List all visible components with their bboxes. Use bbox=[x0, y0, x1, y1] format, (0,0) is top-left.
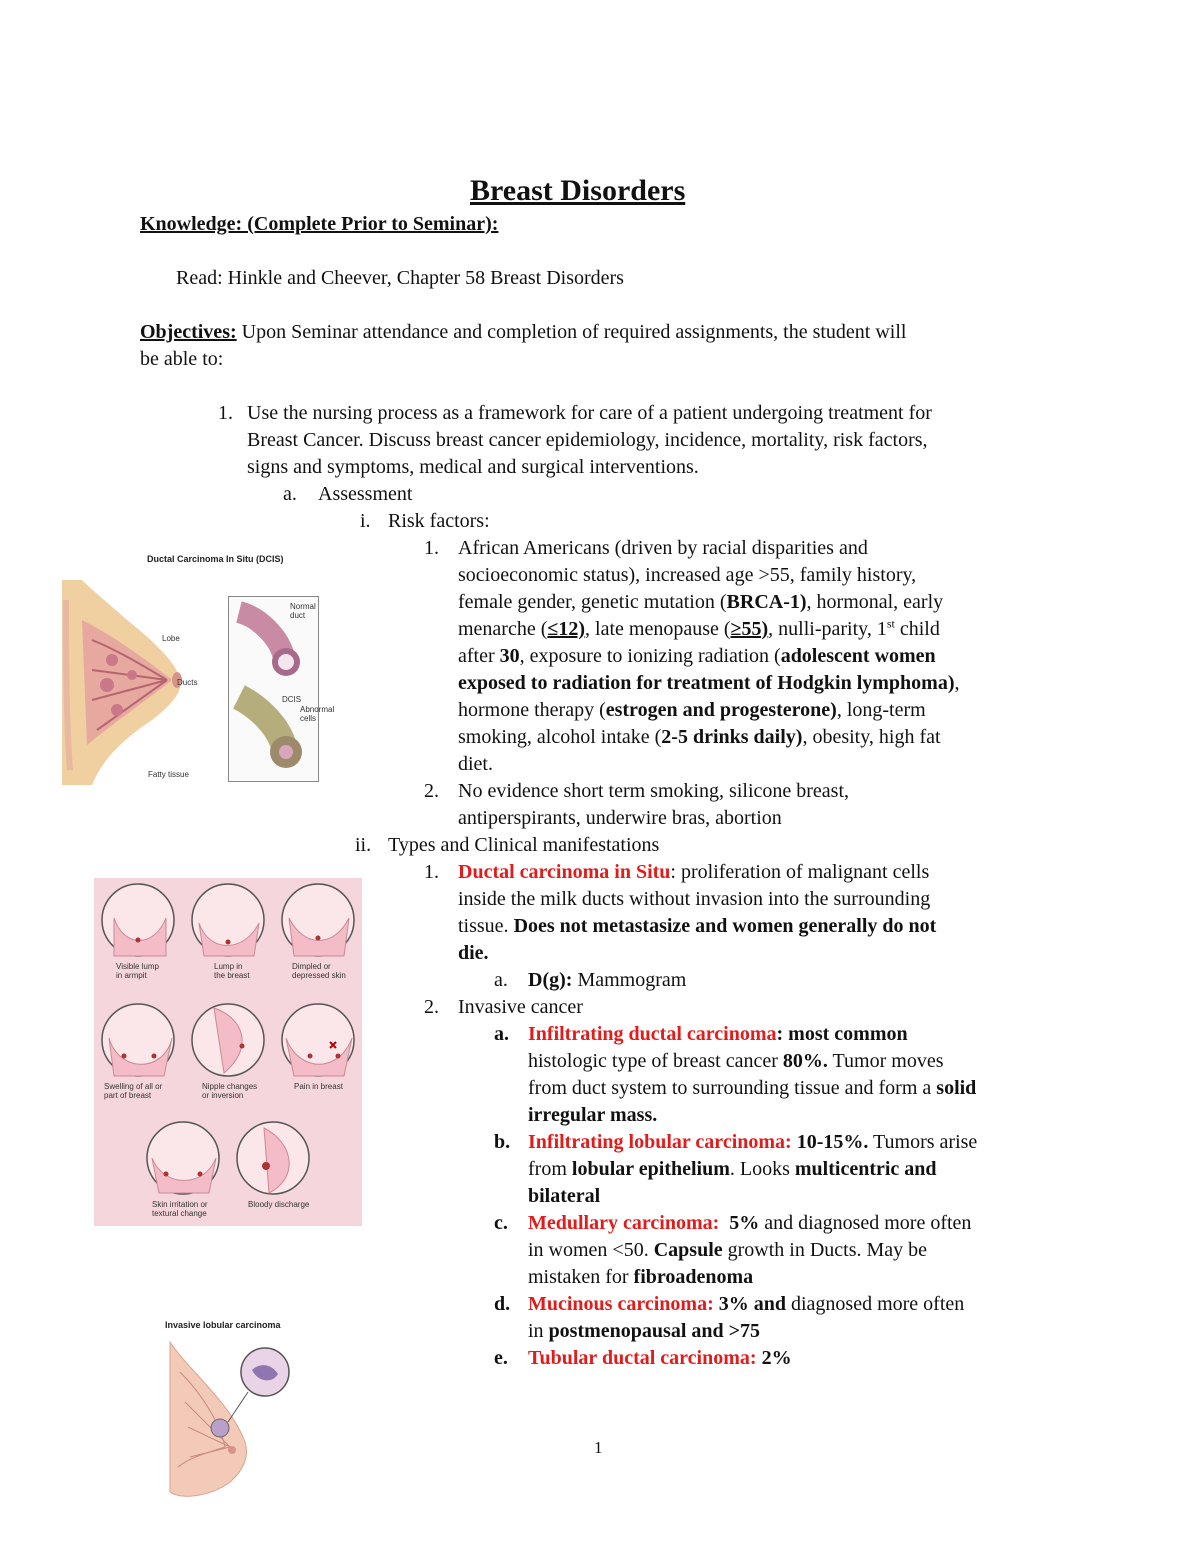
dcis-line-2: inside the milk ducts without invasion into the surrounding bbox=[458, 888, 931, 910]
label-dcis: DCIS bbox=[282, 695, 302, 704]
text-span: 2-5 drinks daily) bbox=[661, 726, 803, 748]
list-marker: 1. bbox=[424, 537, 439, 559]
list-marker: 2. bbox=[424, 780, 439, 802]
caption-nipple-changes: Nipple changes or inversion bbox=[202, 1082, 258, 1100]
assessment-label: Assessment bbox=[318, 483, 413, 505]
text-span: Capsule bbox=[653, 1239, 723, 1261]
idc-line-2 bbox=[528, 1048, 944, 1075]
idc-line-4: irregular mass. bbox=[528, 1104, 658, 1126]
risk2-line-1: No evidence short term smoking, silicone breast, bbox=[458, 780, 850, 802]
text-span: solid bbox=[936, 1077, 977, 1099]
label-ducts: Ducts bbox=[177, 678, 198, 687]
duct-inset-image bbox=[229, 597, 335, 781]
ilc-image bbox=[150, 1332, 300, 1500]
mucinous-line-1 bbox=[528, 1291, 964, 1318]
mucinous-line-2 bbox=[528, 1318, 760, 1345]
objectives-label: Objectives: bbox=[140, 321, 237, 343]
tubular-line-1 bbox=[528, 1345, 792, 1372]
medullary-line-3 bbox=[528, 1264, 753, 1291]
medullary-line-1 bbox=[528, 1210, 971, 1237]
text-span: child bbox=[894, 618, 940, 640]
risk-line-7 bbox=[458, 697, 926, 724]
text-span: Mucinous carcinoma: bbox=[528, 1293, 714, 1315]
dcis-diagnosis bbox=[528, 967, 686, 994]
label-lobe: Lobe bbox=[162, 634, 180, 643]
risk-line-2: socioeconomic status), increased age >55, family history, bbox=[458, 564, 917, 586]
text-span: BRCA-1) bbox=[726, 591, 807, 613]
text-span: Medullary carcinoma: bbox=[528, 1212, 720, 1234]
objectives-text: Upon Seminar attendance and completion of required assignments, the student will bbox=[236, 321, 907, 343]
text-span: from duct system to surrounding tissue and form a bbox=[528, 1077, 937, 1099]
text-span: after bbox=[458, 645, 500, 667]
text-span: estrogen and progesterone) bbox=[605, 699, 837, 721]
page-number: 1 bbox=[594, 1438, 603, 1457]
list-marker: b. bbox=[494, 1131, 511, 1153]
label-abnormal-cells: Abnormal cells bbox=[300, 705, 335, 723]
list-marker: 2. bbox=[424, 996, 439, 1018]
text-span: adolescent women bbox=[780, 645, 936, 667]
figure-symptoms bbox=[94, 878, 362, 1226]
text-span: Infiltrating lobular carcinoma: bbox=[528, 1131, 792, 1153]
text-span: 80%. bbox=[782, 1050, 828, 1072]
list-marker: a. bbox=[494, 969, 508, 991]
dcis-line-3 bbox=[458, 913, 936, 940]
risk-line-1: African Americans (driven by racial disparities and bbox=[458, 537, 868, 559]
text-span: smoking, alcohol intake ( bbox=[458, 726, 662, 748]
text-span: ≤12) bbox=[547, 618, 586, 640]
list-marker: ii. bbox=[355, 834, 372, 856]
invasive-label: Invasive cancer bbox=[458, 996, 583, 1018]
text-span: : proliferation of malignant cells bbox=[670, 861, 930, 883]
text-span: , hormonal, early bbox=[806, 591, 944, 613]
reading-assignment: Read: Hinkle and Cheever, Chapter 58 Breast Disorders bbox=[176, 267, 624, 289]
text-span: . Looks bbox=[729, 1158, 795, 1180]
text-span: growth in Ducts. May be bbox=[722, 1239, 928, 1261]
text-span: : most common bbox=[776, 1023, 908, 1045]
objectives-line-1 bbox=[140, 319, 906, 346]
text-span: D(g): bbox=[528, 969, 573, 991]
text-span: in bbox=[528, 1320, 549, 1342]
text-span: 5% bbox=[719, 1212, 760, 1234]
text-span: , nulli-parity, 1 bbox=[768, 618, 887, 640]
text-span: from bbox=[528, 1158, 572, 1180]
breast-cross-section-image bbox=[62, 580, 187, 785]
list-marker: e. bbox=[494, 1347, 508, 1369]
duct-inset-panel bbox=[228, 596, 335, 782]
text-span: 30 bbox=[499, 645, 520, 667]
caption-pain: Pain in breast bbox=[294, 1082, 343, 1091]
figure-dcis bbox=[62, 550, 335, 785]
text-span: mistaken for bbox=[528, 1266, 634, 1288]
ilc-line-2 bbox=[528, 1156, 937, 1183]
figure-title: Invasive lobular carcinoma bbox=[165, 1320, 281, 1330]
risk-line-4 bbox=[458, 616, 940, 643]
medullary-line-2 bbox=[528, 1237, 927, 1264]
text-span: histologic type of breast cancer bbox=[528, 1050, 783, 1072]
text-span: female gender, genetic mutation ( bbox=[458, 591, 727, 613]
caption-bloody-discharge: Bloody discharge bbox=[248, 1200, 310, 1209]
list-marker: c. bbox=[494, 1212, 508, 1234]
text-span: Infiltrating ductal carcinoma bbox=[528, 1023, 777, 1045]
idc-line-1 bbox=[528, 1021, 908, 1048]
risk-line-8 bbox=[458, 724, 941, 751]
list-marker: d. bbox=[494, 1293, 511, 1315]
text-span: 10-15%. bbox=[791, 1131, 869, 1153]
caption-swelling: Swelling of all or part of breast bbox=[104, 1082, 163, 1100]
objectives-line-2: be able to: bbox=[140, 348, 224, 370]
risk-line-6 bbox=[458, 670, 959, 697]
text-span: menarche ( bbox=[458, 618, 548, 640]
text-span: Mammogram bbox=[572, 969, 687, 991]
types-label: Types and Clinical manifestations bbox=[388, 834, 660, 856]
superscript: st bbox=[886, 616, 895, 631]
item1-line-3: signs and symptoms, medical and surgical interventions. bbox=[247, 456, 699, 478]
label-normal-duct: Normal duct bbox=[290, 602, 316, 620]
text-span: diagnosed more often bbox=[785, 1293, 965, 1315]
text-span: Tumor moves bbox=[827, 1050, 944, 1072]
risk-line-9: diet. bbox=[458, 753, 493, 775]
text-span: , late menopause ( bbox=[585, 618, 731, 640]
risk-factors-label: Risk factors: bbox=[388, 510, 490, 532]
text-span: Tumors arise bbox=[868, 1131, 978, 1153]
text-span: multicentric and bbox=[794, 1158, 937, 1180]
risk-line-5 bbox=[458, 643, 936, 670]
text-span: ≥55) bbox=[730, 618, 769, 640]
ilc-line-1 bbox=[528, 1129, 977, 1156]
text-span: lobular epithelium bbox=[571, 1158, 730, 1180]
list-marker: 1. bbox=[424, 861, 439, 883]
caption-skin-irritation: Skin irritation or textural change bbox=[152, 1200, 208, 1218]
item1-line-1: Use the nursing process as a framework for care of a patient undergoing treatment for bbox=[247, 402, 932, 424]
text-span: in women <50. bbox=[528, 1239, 654, 1261]
risk2-line-2: antiperspirants, underwire bras, abortion bbox=[458, 807, 782, 829]
text-span: 2% bbox=[756, 1347, 792, 1369]
item1-line-2: Breast Cancer. Discuss breast cancer epidemiology, incidence, mortality, risk factors, bbox=[247, 429, 928, 451]
idc-line-3 bbox=[528, 1075, 976, 1102]
list-marker: a. bbox=[494, 1023, 509, 1045]
text-span: exposed to radiation for treatment of Hodgkin lymphoma) bbox=[458, 672, 955, 694]
caption-dimpled-skin: Dimpled or depressed skin bbox=[292, 962, 346, 980]
list-marker: 1. bbox=[218, 402, 233, 424]
page-title: Breast Disorders bbox=[470, 174, 686, 207]
figure-ilc bbox=[150, 1318, 300, 1500]
ilc-line-3: bilateral bbox=[528, 1185, 601, 1207]
list-marker: i. bbox=[360, 510, 371, 532]
figure-title: Ductal Carcinoma In Situ (DCIS) bbox=[147, 554, 284, 564]
caption-lump-breast: Lump in the breast bbox=[214, 962, 250, 980]
text-span: hormone therapy ( bbox=[458, 699, 606, 721]
text-span: Ductal carcinoma in Situ bbox=[458, 861, 671, 883]
text-span: , long-term bbox=[836, 699, 926, 721]
text-span: postmenopausal and >75 bbox=[548, 1320, 761, 1342]
text-span: tissue. bbox=[458, 915, 514, 937]
symptom-circles-image bbox=[94, 878, 362, 1226]
text-span: Does not metastasize and women generally do not bbox=[513, 915, 937, 937]
list-marker: a. bbox=[283, 483, 297, 505]
text-span: fibroadenoma bbox=[633, 1266, 754, 1288]
text-span: Tubular ductal carcinoma: bbox=[528, 1347, 757, 1369]
text-span: , exposure to ionizing radiation ( bbox=[519, 645, 781, 667]
text-span: and diagnosed more often bbox=[759, 1212, 972, 1234]
text-span: 3% and bbox=[713, 1293, 786, 1315]
text-span: , bbox=[954, 672, 960, 694]
knowledge-heading: Knowledge: (Complete Prior to Seminar): bbox=[140, 213, 499, 235]
risk-line-3 bbox=[458, 589, 943, 616]
dcis-line-4: die. bbox=[458, 942, 489, 964]
caption-visible-lump: Visible lump in armpit bbox=[116, 962, 159, 980]
dcis-line-1 bbox=[458, 859, 929, 886]
label-fatty-tissue: Fatty tissue bbox=[148, 770, 189, 779]
text-span: , obesity, high fat bbox=[802, 726, 941, 748]
